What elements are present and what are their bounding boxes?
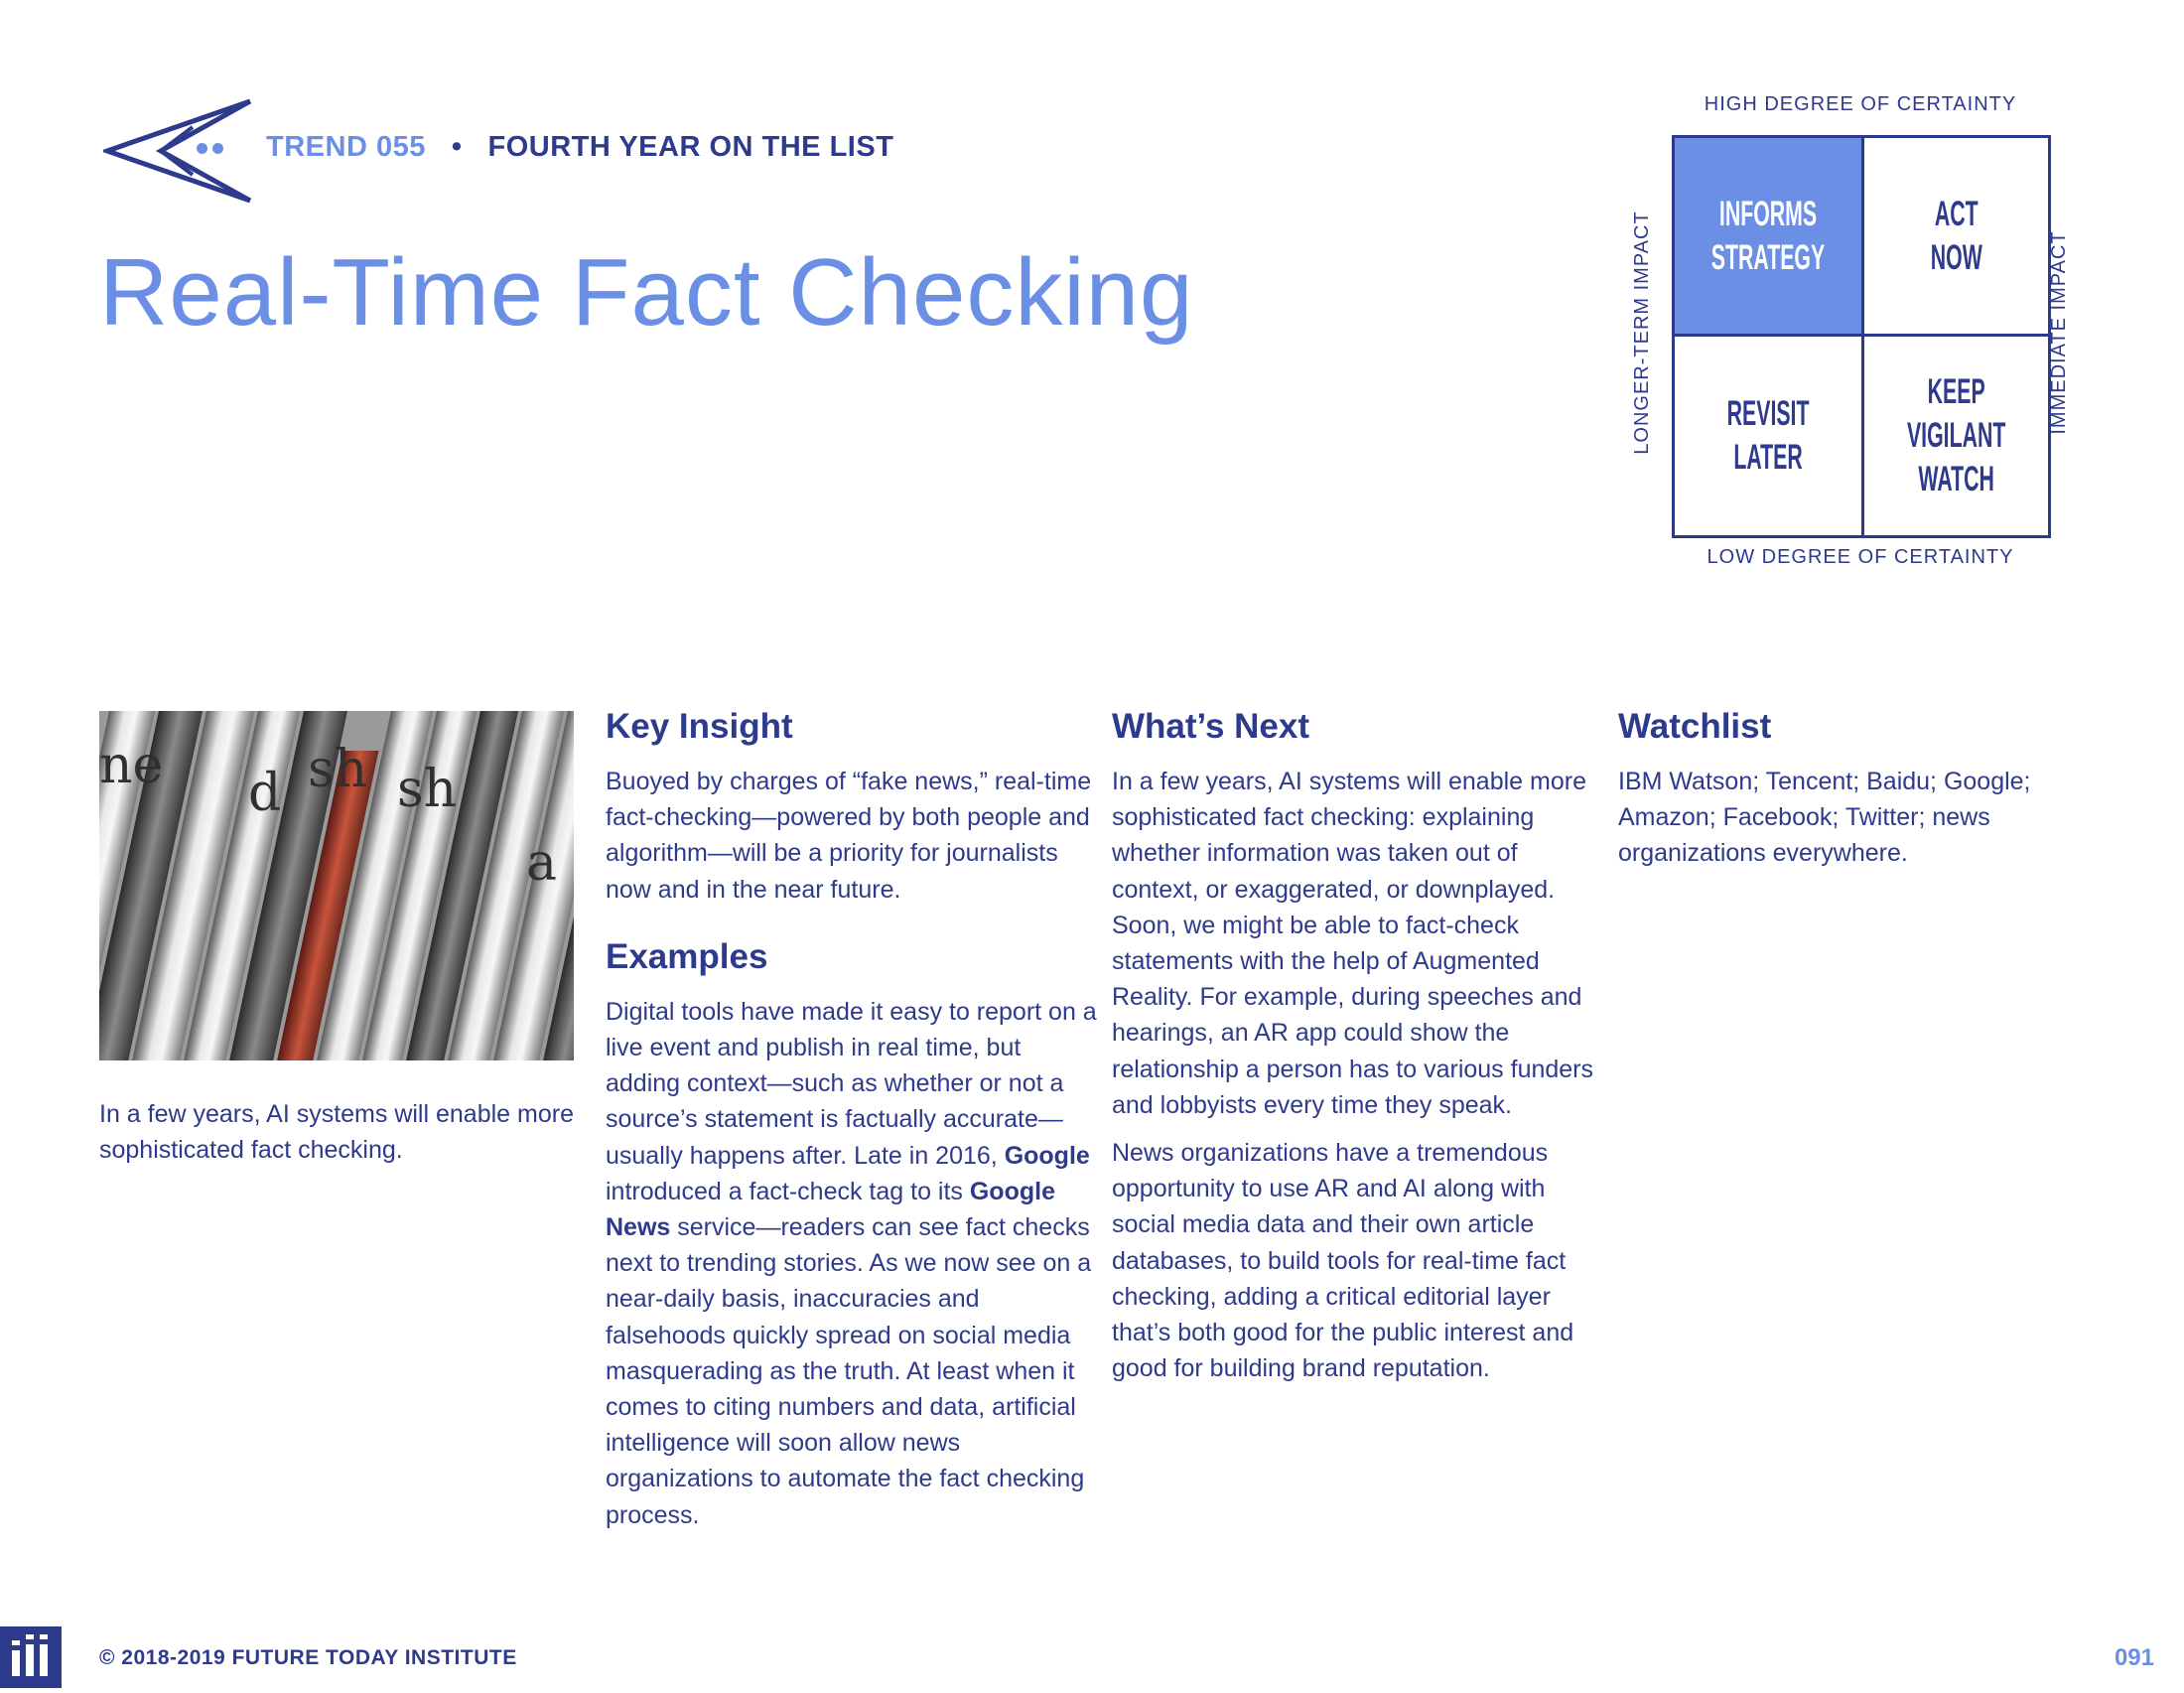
matrix-cell-line: STRATEGY: [1710, 237, 1826, 277]
whats-next-paragraph: News organizations have a tremendous opportunity to use AR and AI along with social media data and their own article databases, to build tools for real-time fact checking, adding a critical editorial layer that’s both good for the public interest and good for building brand reputation.: [1112, 1139, 1574, 1383]
whats-next-column: [1112, 705, 1608, 1386]
trend-number: TREND 055: [266, 131, 426, 163]
whats-next-heading: What’s Next: [1112, 707, 1310, 746]
matrix-bottom-label: LOW DEGREE OF CERTAINTY: [1706, 546, 2014, 568]
examples-heading: Examples: [606, 936, 768, 976]
svg-text:sh: sh: [397, 760, 458, 819]
matrix-cell-revisit-later: [1675, 337, 1864, 535]
watchlist-body: IBM Watson; Tencent; Baidu; Google; Amazon; Facebook; Twitter; news organizations everywhere.: [1618, 768, 2031, 868]
svg-text:sh: sh: [308, 740, 368, 799]
key-insight-column: [606, 705, 1102, 1533]
matrix-cell-informs-strategy: [1675, 138, 1864, 337]
impact-certainty-matrix: [1672, 135, 2051, 538]
matrix-cell-line: VIGILANT: [1906, 416, 2006, 455]
newspapers-illustration: [99, 711, 574, 1060]
trend-dots-icon: [197, 141, 228, 159]
matrix-cell-line: WATCH: [1918, 460, 1994, 498]
examples-text: service—readers can see fact checks next to trending stories. As we now see on a near-daily basis, inaccuracies and falsehoods quickly spread on social media masquerading as the truth. At least when it comes to citing numbers and data, artificial intelligence will soon allow news organizations to automate the fact checking process.: [606, 1213, 1092, 1529]
svg-text:d: d: [248, 764, 282, 823]
matrix-cell-line: KEEP: [1927, 372, 1985, 411]
watchlist-heading: Watchlist: [1618, 707, 1772, 746]
trend-separator: •: [451, 131, 463, 163]
matrix-left-label: LONGER-TERM IMPACT: [1631, 211, 1653, 455]
svg-text:ne: ne: [99, 736, 164, 795]
footer-copyright: © 2018-2019 FUTURE TODAY INSTITUTE: [99, 1646, 517, 1669]
rolled-newspapers-image: [99, 711, 574, 1060]
page-number: 091: [2114, 1644, 2154, 1671]
trend-arrow-logo: [103, 97, 252, 205]
key-insight-heading: Key Insight: [606, 707, 793, 746]
matrix-cell-line: ACT: [1934, 194, 1979, 233]
matrix-top-label: HIGH DEGREE OF CERTAINTY: [1704, 93, 2017, 115]
whats-next-paragraph: In a few years, AI systems will enable more sophisticated fact checking: explaining whether information was taken out of context, or exaggerated, or downplayed. Soon, we might be able to fact-check statements with the help of Augmented Reality. For example, during speeches and hearings, an AR app could show the relationship a person has to various funders and lobbyists every time they speak.: [1112, 768, 1594, 1119]
matrix-right-label: IMMEDIATE IMPACT: [2048, 230, 2070, 435]
matrix-cell-line: NOW: [1930, 237, 1982, 277]
examples-body: [606, 994, 1102, 1533]
image-caption: In a few years, AI systems will enable more sophisticated fact checking.: [99, 1100, 574, 1164]
company-google-news: Google News: [606, 1177, 1055, 1242]
watchlist-column: [1618, 705, 2085, 872]
matrix-cell-line: INFORMS: [1718, 194, 1818, 233]
svg-text:a: a: [526, 833, 558, 893]
matrix-cell-line: LATER: [1733, 438, 1803, 477]
matrix-cell-keep-vigilant-watch: [1864, 337, 2048, 535]
matrix-cell-act-now: [1864, 138, 2048, 337]
examples-text: Digital tools have made it easy to report on a live event and publish in real time, but adding context—such as whether or not a source’s statement is factually accurate—usually happens after. Late in 2016,: [606, 997, 1097, 1170]
trend-header: [266, 131, 893, 164]
company-google: Google: [1004, 1141, 1090, 1170]
page-title: Real-Time Fact Checking: [99, 239, 1194, 346]
matrix-cell-line: REVISIT: [1726, 394, 1810, 433]
key-insight-body: Buoyed by charges of “fake news,” real-time fact-checking—powered by both people and algorithm—will be a priority for journalists now and in the near future.: [606, 768, 1092, 904]
years-on-list: FOURTH YEAR ON THE LIST: [487, 131, 894, 163]
fti-logo-icon: [0, 1626, 62, 1688]
examples-text: introduced a fact-check tag to its: [606, 1177, 970, 1205]
